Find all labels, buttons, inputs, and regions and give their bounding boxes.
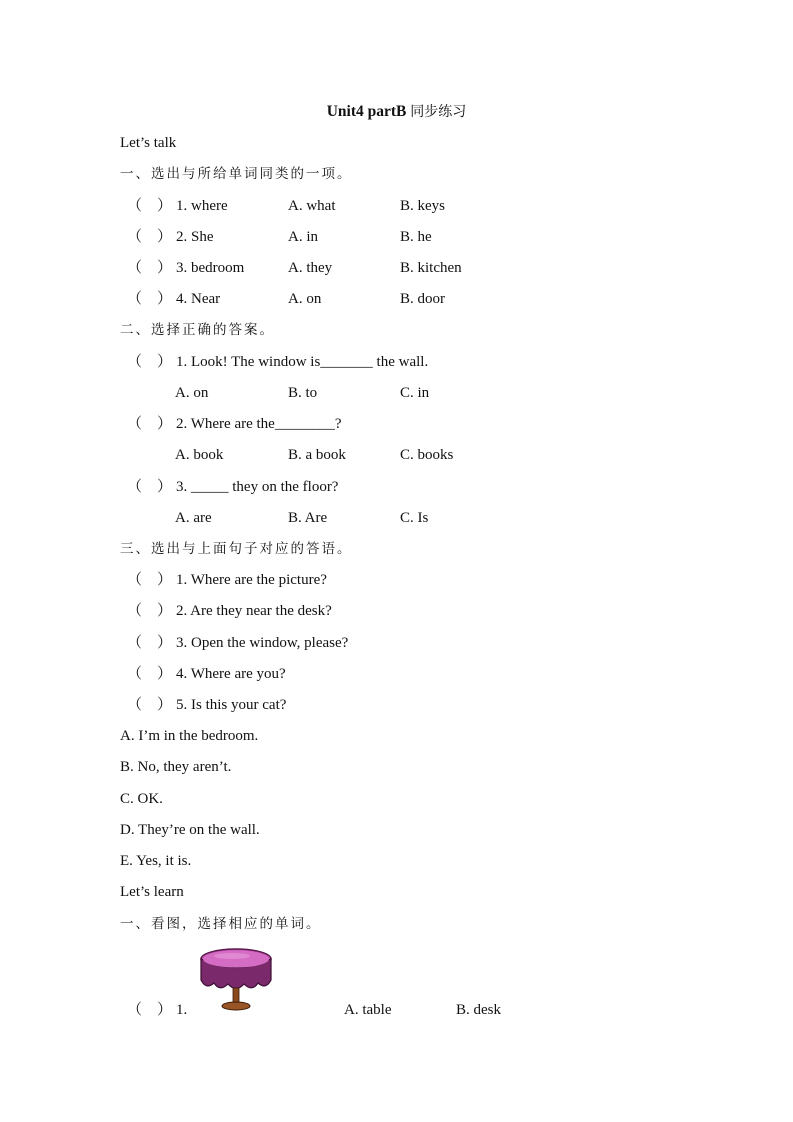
option-b: B. door bbox=[400, 291, 445, 307]
question-text: 1. Where are the picture? bbox=[176, 572, 327, 588]
question-text: 1. bbox=[176, 1002, 188, 1018]
answer-blank[interactable]: （ ） bbox=[127, 697, 173, 713]
lets-talk-heading: Let’s talk bbox=[120, 135, 177, 151]
question-text: 5. Is this your cat? bbox=[176, 697, 287, 713]
learn-section1-heading: 一、看图，选择相应的单词。 bbox=[120, 916, 322, 932]
answer-choice: A. I’m in the bedroom. bbox=[120, 728, 259, 744]
question-row bbox=[0, 352, 793, 372]
options-row bbox=[0, 508, 793, 528]
title-cn: 同步练习 bbox=[410, 104, 467, 120]
question-row bbox=[0, 570, 793, 590]
question-text: 2. Are they near the desk? bbox=[176, 603, 332, 619]
question-row bbox=[0, 258, 793, 278]
option-a: A. on bbox=[288, 291, 322, 307]
question-text: 3. _____ they on the floor? bbox=[176, 479, 339, 495]
question-text: 3. bedroom bbox=[176, 260, 245, 276]
option-a: A. book bbox=[175, 447, 224, 463]
option-b: B. kitchen bbox=[400, 260, 462, 276]
section3-heading: 三、选出与上面句子对应的答语。 bbox=[120, 541, 353, 557]
answer-blank[interactable]: （ ） bbox=[127, 603, 173, 619]
lets-learn-heading: Let’s learn bbox=[120, 884, 184, 900]
answer-blank[interactable]: （ ） bbox=[127, 354, 173, 370]
answer-blank[interactable]: （ ） bbox=[127, 572, 173, 588]
option-c: C. Is bbox=[400, 510, 429, 526]
options-row bbox=[0, 383, 793, 403]
answer-blank[interactable]: （ ） bbox=[127, 260, 173, 276]
section1-heading: 一、选出与所给单词同类的一项。 bbox=[120, 166, 353, 182]
question-text: 2. Where are the________? bbox=[176, 416, 342, 432]
answer-blank[interactable]: （ ） bbox=[127, 416, 173, 432]
question-row bbox=[0, 196, 793, 216]
answer-blank[interactable]: （ ） bbox=[127, 479, 173, 495]
question-row bbox=[0, 1000, 793, 1020]
option-a: A. are bbox=[175, 510, 212, 526]
question-text: 3. Open the window, please? bbox=[176, 635, 349, 651]
question-row bbox=[0, 227, 793, 247]
option-a: A. in bbox=[288, 229, 318, 245]
option-b: B. he bbox=[400, 229, 432, 245]
answer-blank[interactable]: （ ） bbox=[127, 666, 173, 682]
question-row bbox=[0, 477, 793, 497]
question-text: 4. Near bbox=[176, 291, 221, 307]
option-a: A. on bbox=[175, 385, 209, 401]
answer-choice: C. OK. bbox=[120, 791, 163, 807]
question-row bbox=[0, 633, 793, 653]
question-text: 4. Where are you? bbox=[176, 666, 286, 682]
option-c: C. books bbox=[400, 447, 454, 463]
option-b: B. a book bbox=[288, 447, 346, 463]
answer-blank[interactable]: （ ） bbox=[127, 1002, 173, 1018]
question-text: 2. She bbox=[176, 229, 214, 245]
answer-blank[interactable]: （ ） bbox=[127, 635, 173, 651]
question-row bbox=[0, 601, 793, 621]
option-b: B. desk bbox=[456, 1002, 501, 1018]
option-a: A. what bbox=[288, 198, 336, 214]
answer-choice: E. Yes, it is. bbox=[120, 853, 192, 869]
question-row bbox=[0, 664, 793, 684]
question-text: 1. where bbox=[176, 198, 228, 214]
option-c: C. in bbox=[400, 385, 430, 401]
page-title bbox=[0, 101, 793, 121]
section2-heading: 二、选择正确的答案。 bbox=[120, 322, 275, 338]
option-b: B. Are bbox=[288, 510, 328, 526]
question-row bbox=[0, 414, 793, 434]
answer-blank[interactable]: （ ） bbox=[127, 198, 173, 214]
option-a: A. table bbox=[344, 1002, 392, 1018]
answer-choice: D. They’re on the wall. bbox=[120, 822, 260, 838]
option-b: B. keys bbox=[400, 198, 445, 214]
title-en: Unit4 partB bbox=[326, 103, 411, 120]
answer-blank[interactable]: （ ） bbox=[127, 291, 173, 307]
question-row bbox=[0, 695, 793, 715]
option-a: A. they bbox=[288, 260, 333, 276]
question-text: 1. Look! The window is_______ the wall. bbox=[176, 354, 429, 370]
answer-blank[interactable]: （ ） bbox=[127, 229, 173, 245]
question-row bbox=[0, 289, 793, 309]
option-b: B. to bbox=[288, 385, 318, 401]
options-row bbox=[0, 445, 793, 465]
answer-choice: B. No, they aren’t. bbox=[120, 759, 232, 775]
